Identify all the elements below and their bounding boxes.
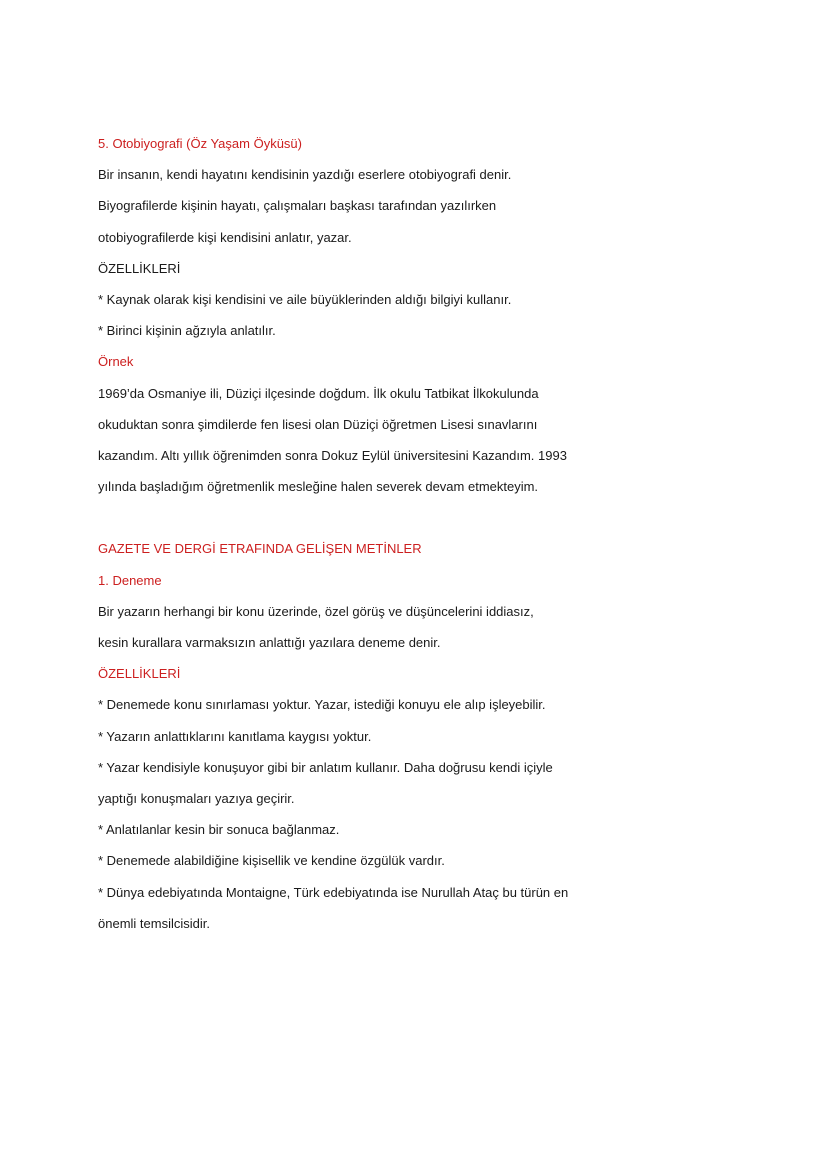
feature-item: * Denemede alabildiğine kişisellik ve kendine özgülük vardır.	[98, 853, 445, 869]
feature-item: önemli temsilcisidir.	[98, 915, 210, 931]
definition-line: otobiyografilerde kişi kendisini anlatır, yazar.	[98, 229, 352, 245]
feature-item: * Kaynak olarak kişi kendisini ve aile büyüklerinden aldığı bilgiyi kullanır.	[98, 291, 512, 307]
definition-line: Biyografilerde kişinin hayatı, çalışmaları başkası tarafından yazılırken	[98, 198, 497, 214]
feature-item: * Anlatılanlar kesin bir sonuca bağlanmaz.	[98, 822, 340, 838]
section-spacer	[98, 502, 738, 533]
section-title-deneme: 1. Deneme	[98, 572, 162, 588]
section-heading-gazete-dergi: GAZETE VE DERGİ ETRAFINDA GELİŞEN METİNLER	[98, 541, 422, 557]
feature-item: * Yazar kendisiyle konuşuyor gibi bir anlatım kullanır. Daha doğrusu kendi içiyle	[98, 759, 553, 775]
example-line: 1969’da Osmaniye ili, Düziçi ilçesinde doğdum. İlk okulu Tatbikat İlkokulunda	[98, 385, 539, 401]
feature-item: * Yazarın anlattıklarını kanıtlama kaygısı yoktur.	[98, 728, 372, 744]
feature-item: * Dünya edebiyatında Montaigne, Türk edebiyatında ise Nurullah Ataç bu türün en	[98, 884, 569, 900]
example-label: Örnek	[98, 354, 134, 370]
definition-line: Bir insanın, kendi hayatını kendisinin yazdığı eserlere otobiyografi denir.	[98, 167, 512, 183]
example-line: kazandım. Altı yıllık öğrenimden sonra Dokuz Eylül üniversitesini Kazandım. 1993	[98, 447, 567, 463]
document-page	[98, 128, 738, 939]
features-label: ÖZELLİKLERİ	[98, 666, 181, 682]
example-line: yılında başladığım öğretmenlik mesleğine halen severek devam etmekteyim.	[98, 479, 539, 495]
feature-item: * Birinci kişinin ağzıyla anlatılır.	[98, 323, 276, 339]
example-line: okuduktan sonra şimdilerde fen lisesi olan Düziçi öğretmen Lisesi sınavlarını	[98, 416, 538, 432]
feature-item: yaptığı konuşmaları yazıya geçirir.	[98, 790, 295, 806]
definition-line: kesin kurallara varmaksızın anlattığı yazılara deneme denir.	[98, 635, 441, 650]
section-title-otobiyografi: 5. Otobiyografi (Öz Yaşam Öyküsü)	[98, 136, 302, 151]
feature-item: * Denemede konu sınırlaması yoktur. Yazar, istediği konuyu ele alıp işleyebilir.	[98, 697, 546, 713]
features-label: ÖZELLİKLERİ	[98, 260, 181, 276]
definition-line: Bir yazarın herhangi bir konu üzerinde, özel görüş ve düşüncelerini iddiasız,	[98, 603, 534, 619]
